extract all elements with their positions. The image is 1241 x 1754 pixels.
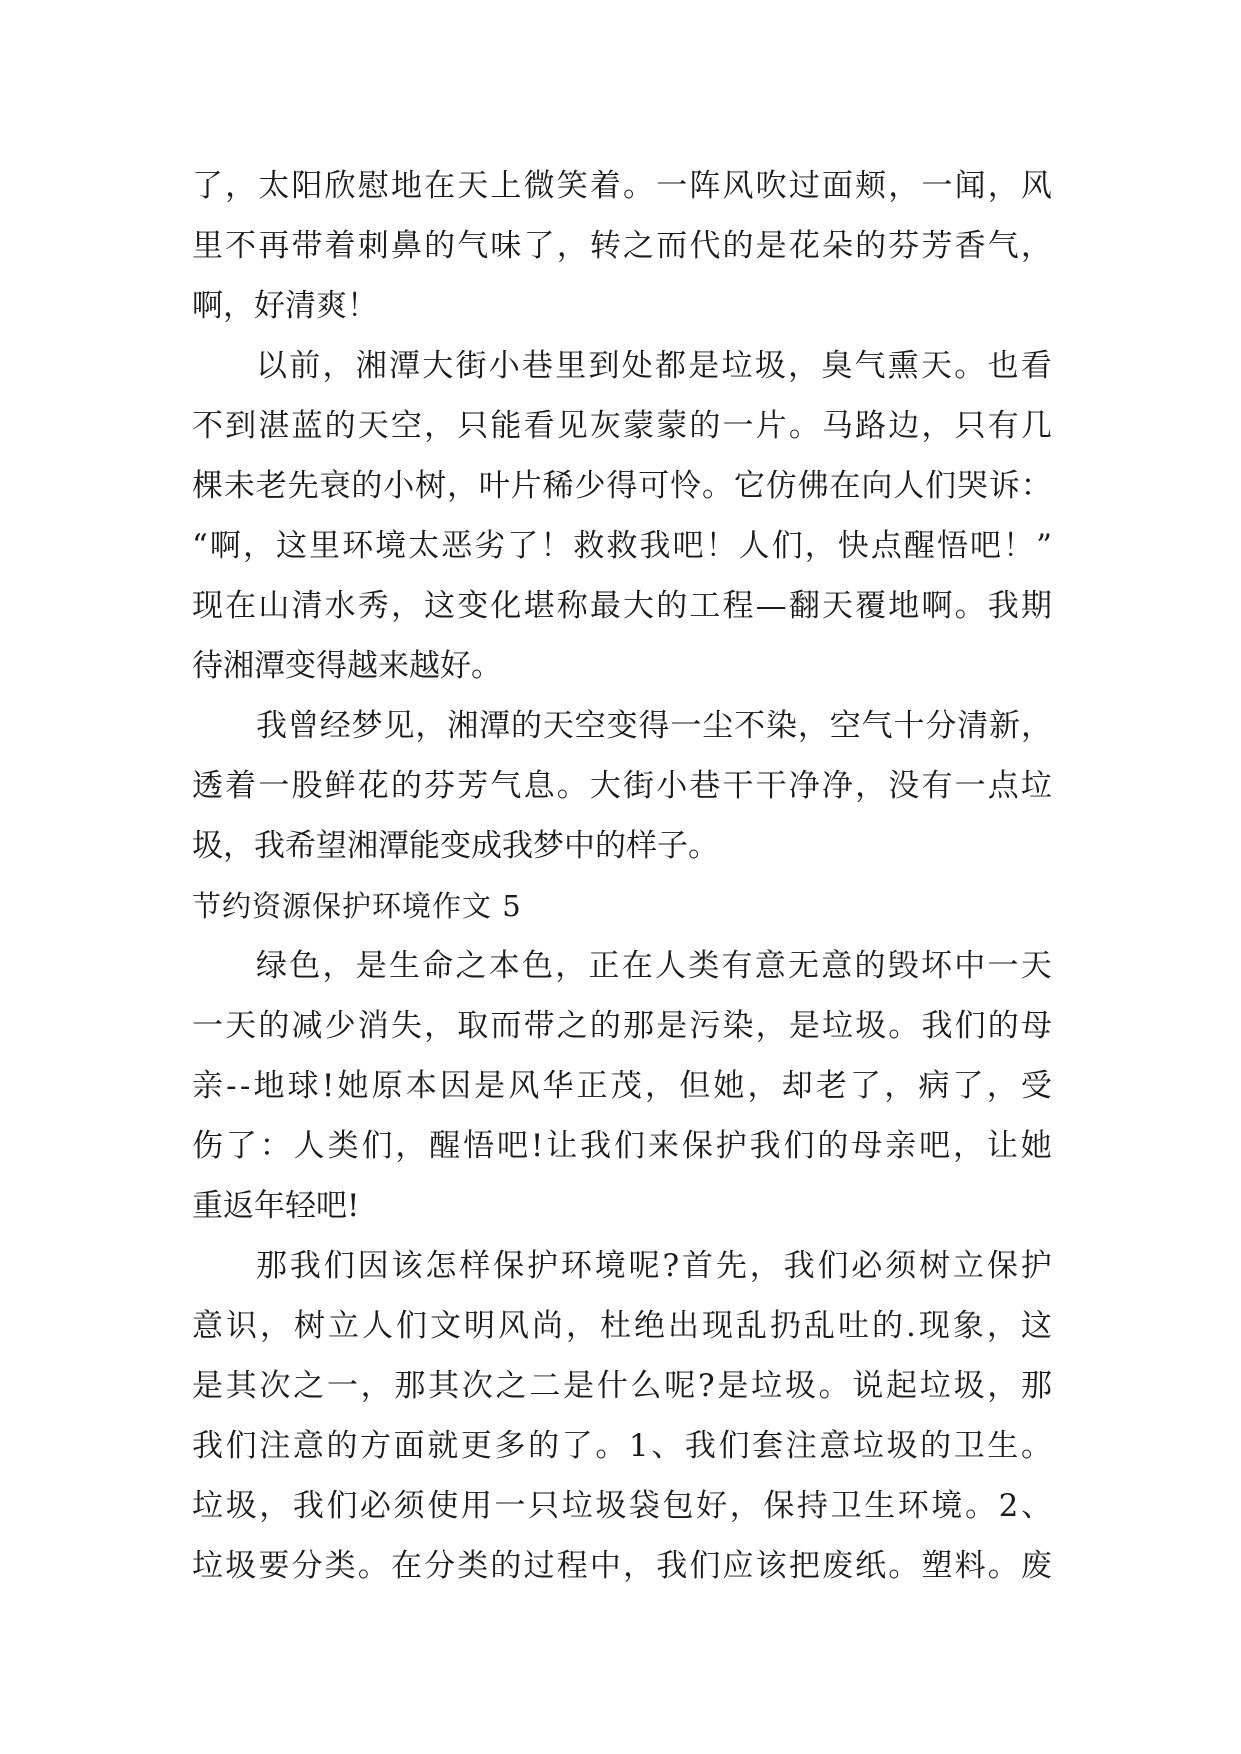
text-line: 透 着 一 股 鲜 花 的 芬 芳 气 息 。 大 街 小 巷 干 干 净 净 ， 没 有 一 点 垃 — [192, 768, 1052, 804]
text-line: 意 识 ， 树 立 人 们 文 明 风 尚 ， 杜 绝 出 现 乱 扔 乱 吐 的 . 现 象 ， 这 — [192, 1308, 1052, 1344]
text-line: 不 到 湛 蓝 的 天 空 ， 只 能 看 见 灰 蒙 蒙 的 一 片 。 马 路 边 ， 只 有 几 — [192, 408, 1052, 444]
text-line: 了 ， 太 阳 欣 慰 地 在 天 上 微 笑 着 。 一 阵 风 吹 过 面 颊 ， 一 闻 ， 风 — [192, 168, 1052, 204]
section-heading: 节约资源保护环境作文 5 — [192, 889, 522, 923]
text-line: 我 们 注 意 的 方 面 就 更 多 的 了 。 1 、 我 们 套 注 意 垃 圾 的 卫 生 。 — [192, 1428, 1052, 1464]
text-line: 重返年轻吧! — [192, 1188, 360, 1224]
text-line: 里 不 再 带 着 刺 鼻 的 气 味 了 ， 转 之 而 代 的 是 花 朵 的 芬 芳 香 气 ， — [192, 228, 1052, 264]
text-line: 亲 - - 地 球 ! 她 原 本 因 是 风 华 正 茂 ， 但 她 ， 却 老 了 ， 病 了 ， 受 — [192, 1068, 1052, 1104]
text-line: “ 啊 ， 这 里 环 境 太 恶 劣 了 ！ 救 救 我 吧 ！ 人 们 ， 快 点 醒 悟 吧 ！ ” — [192, 528, 1052, 564]
text-line: 是 其 次 之 一 ， 那 其 次 之 二 是 什 么 呢 ? 是 垃 圾 。 说 起 垃 圾 ， 那 — [192, 1368, 1052, 1404]
text-line: 以 前 ， 湘 潭 大 街 小 巷 里 到 处 都 是 垃 圾 ， 臭 气 熏 天 。 也 看 — [256, 348, 1052, 384]
text-line: 垃 圾 ， 我 们 必 须 使 用 一 只 垃 圾 袋 包 好 ， 保 持 卫 生 环 境 。 2 、 — [192, 1488, 1052, 1524]
text-line: 伤 了 ： 人 类 们 ， 醒 悟 吧 ! 让 我 们 来 保 护 我 们 的 母 亲 吧 ， 让 她 — [192, 1128, 1052, 1164]
text-line: 我 曾 经 梦 见 ， 湘 潭 的 天 空 变 得 一 尘 不 染 ， 空 气 十 分 清 新 ， — [256, 708, 1052, 744]
text-line: 垃 圾 要 分 类 。 在 分 类 的 过 程 中 ， 我 们 应 该 把 废 纸 。 塑 料 。 废 — [192, 1548, 1052, 1584]
text-line: 绿 色 ， 是 生 命 之 本 色 ， 正 在 人 类 有 意 无 意 的 毁 坏 中 一 天 — [256, 948, 1052, 984]
text-line: 现 在 山 清 水 秀 ， 这 变 化 堪 称 最 大 的 工 程 — 翻 天 覆 地 啊 。 我 期 — [192, 588, 1052, 624]
text-line: 那 我 们 因 该 怎 样 保 护 环 境 呢 ? 首 先 ， 我 们 必 须 树 立 保 护 — [256, 1248, 1052, 1284]
text-line: 棵 未 老 先 衰 的 小 树 ， 叶 片 稀 少 得 可 怜 。 它 仿 佛 在 向 人 们 哭 诉 ： — [192, 468, 1052, 504]
text-line: 圾，我希望湘潭能变成我梦中的样子。 — [192, 828, 719, 864]
text-line: 一 天 的 减 少 消 失 ， 取 而 带 之 的 那 是 污 染 ， 是 垃 圾 。 我 们 的 母 — [192, 1008, 1052, 1044]
text-line: 啊，好清爽！ — [192, 288, 378, 324]
document-body — [192, 156, 1052, 1596]
text-line: 待湘潭变得越来越好。 — [192, 648, 502, 684]
